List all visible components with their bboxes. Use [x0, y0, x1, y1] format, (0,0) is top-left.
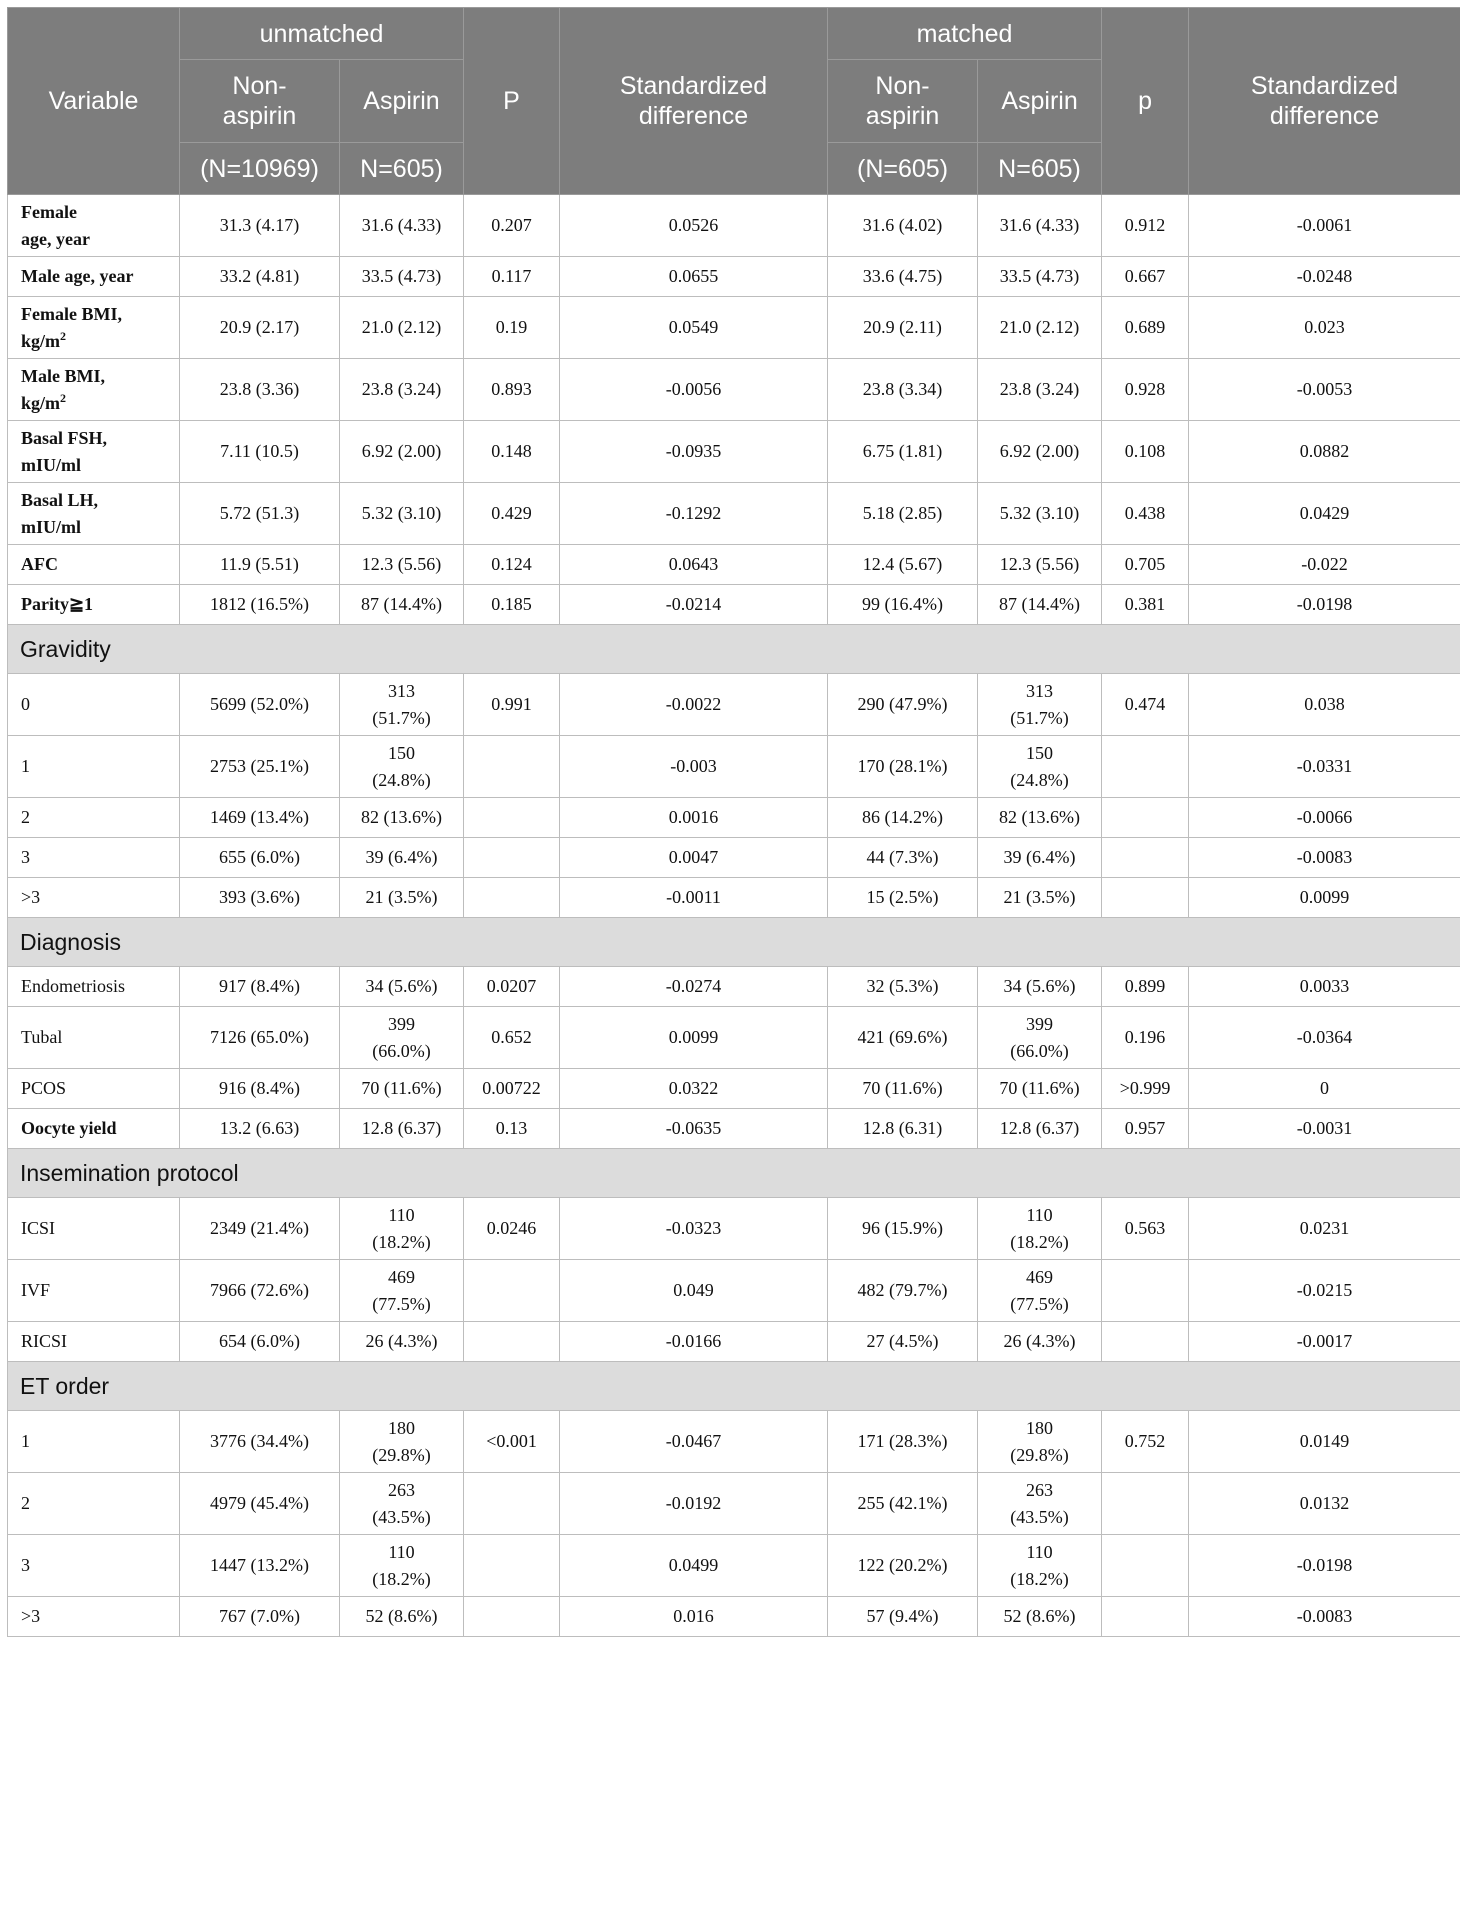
table-cell: 0.0099: [560, 1007, 828, 1069]
table-cell: [464, 736, 560, 798]
table-cell: 469 (77.5%): [978, 1260, 1102, 1322]
row-label: Oocyte yield: [8, 1109, 180, 1149]
table-cell: 0.0047: [560, 838, 828, 878]
table-cell: 0.0016: [560, 798, 828, 838]
row-label: 3: [8, 838, 180, 878]
table-row: [8, 838, 1460, 878]
table-cell: -0.003: [560, 736, 828, 798]
table-row: [8, 545, 1460, 585]
row-label: Basal FSH, mIU/ml: [8, 421, 180, 483]
table-cell: 0.0207: [464, 967, 560, 1007]
table-cell: 180 (29.8%): [340, 1411, 464, 1473]
table-cell: 12.8 (6.31): [828, 1109, 978, 1149]
table-cell: 171 (28.3%): [828, 1411, 978, 1473]
section-header-row: [8, 1149, 1460, 1198]
table-cell: -0.0935: [560, 421, 828, 483]
table-row: [8, 1535, 1460, 1597]
table-cell: 0.563: [1102, 1198, 1189, 1260]
table-cell: 110 (18.2%): [340, 1535, 464, 1597]
table-cell: 0.0882: [1189, 421, 1460, 483]
table-cell: 2753 (25.1%): [180, 736, 340, 798]
table-cell: -0.0031: [1189, 1109, 1460, 1149]
table-cell: 31.6 (4.02): [828, 195, 978, 257]
table-cell: -0.0083: [1189, 1597, 1460, 1637]
table-cell: -0.0017: [1189, 1322, 1460, 1362]
table-row: [8, 297, 1460, 359]
table-cell: -0.0248: [1189, 257, 1460, 297]
table-cell: 26 (4.3%): [340, 1322, 464, 1362]
table-cell: 0.689: [1102, 297, 1189, 359]
table-cell: -0.0364: [1189, 1007, 1460, 1069]
row-label: 1: [8, 1411, 180, 1473]
table-cell: -0.0323: [560, 1198, 828, 1260]
table-cell: 0.124: [464, 545, 560, 585]
table-cell: -0.0066: [1189, 798, 1460, 838]
table-cell: 0.381: [1102, 585, 1189, 625]
table-row: [8, 421, 1460, 483]
table-cell: -0.0192: [560, 1473, 828, 1535]
table-row: [8, 1198, 1460, 1260]
table-header: [8, 8, 1460, 195]
table-cell: 0.0149: [1189, 1411, 1460, 1473]
row-label: 3: [8, 1535, 180, 1597]
table-cell: 0.652: [464, 1007, 560, 1069]
table-cell: 0.667: [1102, 257, 1189, 297]
table-cell: 2349 (21.4%): [180, 1198, 340, 1260]
table-cell: 399 (66.0%): [340, 1007, 464, 1069]
table-cell: 313 (51.7%): [978, 674, 1102, 736]
table-cell: 0.19: [464, 297, 560, 359]
table-cell: -0.0011: [560, 878, 828, 918]
table-cell: 0.023: [1189, 297, 1460, 359]
table-cell: -0.0053: [1189, 359, 1460, 421]
table-cell: 70 (11.6%): [340, 1069, 464, 1109]
table-cell: 0.207: [464, 195, 560, 257]
header-variable: Variable: [8, 8, 180, 195]
table-cell: -0.0198: [1189, 585, 1460, 625]
table-cell: 150 (24.8%): [978, 736, 1102, 798]
table-cell: 654 (6.0%): [180, 1322, 340, 1362]
table-cell: 82 (13.6%): [978, 798, 1102, 838]
table-cell: 263 (43.5%): [340, 1473, 464, 1535]
table-cell: 5.32 (3.10): [340, 483, 464, 545]
table-cell: 5.32 (3.10): [978, 483, 1102, 545]
table-cell: 0.438: [1102, 483, 1189, 545]
table-cell: 0.0429: [1189, 483, 1460, 545]
table-row: [8, 798, 1460, 838]
table-cell: 150 (24.8%): [340, 736, 464, 798]
header-n-unmatched-non-aspirin: (N=10969): [180, 143, 340, 195]
section-header-row: [8, 918, 1460, 967]
table-cell: [464, 1535, 560, 1597]
row-label: 2: [8, 798, 180, 838]
table-cell: 313 (51.7%): [340, 674, 464, 736]
table-cell: 0.0099: [1189, 878, 1460, 918]
row-label: >3: [8, 1597, 180, 1637]
table-cell: 0.0246: [464, 1198, 560, 1260]
row-label: PCOS: [8, 1069, 180, 1109]
table-cell: 12.4 (5.67): [828, 545, 978, 585]
row-label: Male age, year: [8, 257, 180, 297]
header-std-diff-matched: Standardized difference: [1189, 8, 1460, 195]
table-cell: 255 (42.1%): [828, 1473, 978, 1535]
table-cell: 767 (7.0%): [180, 1597, 340, 1637]
table-row: [8, 483, 1460, 545]
table-cell: 7126 (65.0%): [180, 1007, 340, 1069]
table-cell: 31.6 (4.33): [340, 195, 464, 257]
row-label: 0: [8, 674, 180, 736]
table-cell: 87 (14.4%): [978, 585, 1102, 625]
row-label: Parity≧1: [8, 585, 180, 625]
table-cell: <0.001: [464, 1411, 560, 1473]
table-cell: 20.9 (2.17): [180, 297, 340, 359]
table-cell: 482 (79.7%): [828, 1260, 978, 1322]
header-n-unmatched-aspirin: N=605): [340, 143, 464, 195]
table-cell: 12.8 (6.37): [978, 1109, 1102, 1149]
header-n-matched-non-aspirin: (N=605): [828, 143, 978, 195]
table-cell: 52 (8.6%): [978, 1597, 1102, 1637]
table-cell: 6.92 (2.00): [340, 421, 464, 483]
table-cell: 0.196: [1102, 1007, 1189, 1069]
table-row: [8, 1260, 1460, 1322]
table-cell: 15 (2.5%): [828, 878, 978, 918]
table-cell: 86 (14.2%): [828, 798, 978, 838]
table-row: [8, 1069, 1460, 1109]
table-cell: 87 (14.4%): [340, 585, 464, 625]
table-row: [8, 359, 1460, 421]
table-cell: 5.18 (2.85): [828, 483, 978, 545]
table-cell: 0.0322: [560, 1069, 828, 1109]
table-cell: 82 (13.6%): [340, 798, 464, 838]
table-row: [8, 585, 1460, 625]
table-cell: -0.0061: [1189, 195, 1460, 257]
row-label: 2: [8, 1473, 180, 1535]
table-cell: [464, 838, 560, 878]
table-cell: 31.6 (4.33): [978, 195, 1102, 257]
table-cell: 290 (47.9%): [828, 674, 978, 736]
table-cell: 39 (6.4%): [340, 838, 464, 878]
row-label: >3: [8, 878, 180, 918]
table-cell: 7.11 (10.5): [180, 421, 340, 483]
table-cell: 110 (18.2%): [340, 1198, 464, 1260]
table-cell: 0.752: [1102, 1411, 1189, 1473]
table-cell: 34 (5.6%): [340, 967, 464, 1007]
table-cell: 0.13: [464, 1109, 560, 1149]
row-label: Male BMI, $kg/m^2$: [8, 359, 180, 421]
table-cell: 0.0231: [1189, 1198, 1460, 1260]
header-std-diff-unmatched: Standardized difference: [560, 8, 828, 195]
table-body: [8, 195, 1460, 1637]
table-cell: [464, 1260, 560, 1322]
section-title: ET order: [8, 1362, 1460, 1411]
table-cell: 0.038: [1189, 674, 1460, 736]
table-cell: 23.8 (3.36): [180, 359, 340, 421]
table-cell: [1102, 798, 1189, 838]
table-cell: [1102, 736, 1189, 798]
table-cell: -0.0166: [560, 1322, 828, 1362]
table-cell: 122 (20.2%): [828, 1535, 978, 1597]
table-cell: >0.999: [1102, 1069, 1189, 1109]
table-cell: 33.2 (4.81): [180, 257, 340, 297]
table-cell: 0.0526: [560, 195, 828, 257]
table-cell: 917 (8.4%): [180, 967, 340, 1007]
table-cell: [1102, 1597, 1189, 1637]
table-cell: 70 (11.6%): [978, 1069, 1102, 1109]
table-cell: -0.0467: [560, 1411, 828, 1473]
table-cell: 0.705: [1102, 545, 1189, 585]
table-cell: 6.75 (1.81): [828, 421, 978, 483]
table-cell: 3776 (34.4%): [180, 1411, 340, 1473]
table-row: [8, 1597, 1460, 1637]
table-cell: -0.0214: [560, 585, 828, 625]
table-cell: 33.5 (4.73): [340, 257, 464, 297]
table-cell: [1102, 878, 1189, 918]
row-label: AFC: [8, 545, 180, 585]
table-cell: 0.0655: [560, 257, 828, 297]
table-cell: 23.8 (3.34): [828, 359, 978, 421]
table-cell: 393 (3.6%): [180, 878, 340, 918]
table-cell: 7966 (72.6%): [180, 1260, 340, 1322]
section-title: Gravidity: [8, 625, 1460, 674]
table-cell: [1102, 1473, 1189, 1535]
header-p-matched: p: [1102, 8, 1189, 195]
table-cell: 13.2 (6.63): [180, 1109, 340, 1149]
table-cell: 27 (4.5%): [828, 1322, 978, 1362]
table-cell: 44 (7.3%): [828, 838, 978, 878]
table-cell: 52 (8.6%): [340, 1597, 464, 1637]
table-cell: 263 (43.5%): [978, 1473, 1102, 1535]
table-cell: 0.0549: [560, 297, 828, 359]
table-cell: -0.0198: [1189, 1535, 1460, 1597]
table-cell: 1812 (16.5%): [180, 585, 340, 625]
table-cell: 96 (15.9%): [828, 1198, 978, 1260]
row-label: IVF: [8, 1260, 180, 1322]
table-row: [8, 195, 1460, 257]
table-cell: -0.0215: [1189, 1260, 1460, 1322]
row-label: Basal LH, mIU/ml: [8, 483, 180, 545]
header-p-unmatched: P: [464, 8, 560, 195]
row-label: Endometriosis: [8, 967, 180, 1007]
table-cell: 12.8 (6.37): [340, 1109, 464, 1149]
table-cell: 0.117: [464, 257, 560, 297]
header-non-aspirin-unmatched: Non- aspirin: [180, 60, 340, 143]
table-row: [8, 674, 1460, 736]
row-label: RICSI: [8, 1322, 180, 1362]
table-cell: 469 (77.5%): [340, 1260, 464, 1322]
table-cell: 21 (3.5%): [340, 878, 464, 918]
table-cell: 0.016: [560, 1597, 828, 1637]
table-cell: -0.0083: [1189, 838, 1460, 878]
table-cell: 1447 (13.2%): [180, 1535, 340, 1597]
table-cell: 11.9 (5.51): [180, 545, 340, 585]
table-cell: [1102, 838, 1189, 878]
table-cell: 0.0033: [1189, 967, 1460, 1007]
table-cell: [1102, 1535, 1189, 1597]
section-header-row: [8, 625, 1460, 674]
header-unmatched: unmatched: [180, 8, 464, 60]
header-n-matched-aspirin: N=605): [978, 143, 1102, 195]
row-label: Tubal: [8, 1007, 180, 1069]
table-cell: 99 (16.4%): [828, 585, 978, 625]
table-cell: 33.6 (4.75): [828, 257, 978, 297]
table-cell: 4979 (45.4%): [180, 1473, 340, 1535]
table-cell: 0.108: [1102, 421, 1189, 483]
table-cell: -0.0274: [560, 967, 828, 1007]
table-cell: 180 (29.8%): [978, 1411, 1102, 1473]
row-label: Female age, year: [8, 195, 180, 257]
row-label: Female BMI, $kg/m^2$: [8, 297, 180, 359]
table-row: [8, 1322, 1460, 1362]
table-cell: [464, 878, 560, 918]
table-cell: 0.474: [1102, 674, 1189, 736]
table-cell: 12.3 (5.56): [978, 545, 1102, 585]
table-cell: 39 (6.4%): [978, 838, 1102, 878]
table-cell: 20.9 (2.11): [828, 297, 978, 359]
table-cell: 34 (5.6%): [978, 967, 1102, 1007]
section-title: Insemination protocol: [8, 1149, 1460, 1198]
table-cell: 655 (6.0%): [180, 838, 340, 878]
table-cell: 5.72 (51.3): [180, 483, 340, 545]
table-cell: 57 (9.4%): [828, 1597, 978, 1637]
table-row: [8, 967, 1460, 1007]
table-cell: 5699 (52.0%): [180, 674, 340, 736]
table-cell: -0.0056: [560, 359, 828, 421]
table-cell: 32 (5.3%): [828, 967, 978, 1007]
table-cell: 0.148: [464, 421, 560, 483]
table-cell: -0.022: [1189, 545, 1460, 585]
table-cell: 421 (69.6%): [828, 1007, 978, 1069]
table-cell: [464, 798, 560, 838]
table-row: [8, 1411, 1460, 1473]
table-cell: [464, 1597, 560, 1637]
table-cell: 6.92 (2.00): [978, 421, 1102, 483]
table-cell: 21.0 (2.12): [340, 297, 464, 359]
table-cell: 21 (3.5%): [978, 878, 1102, 918]
table-cell: [464, 1473, 560, 1535]
table-cell: 0.00722: [464, 1069, 560, 1109]
table-row: [8, 1109, 1460, 1149]
table-cell: 70 (11.6%): [828, 1069, 978, 1109]
table-row: [8, 1473, 1460, 1535]
table-row: [8, 736, 1460, 798]
table-cell: [1102, 1260, 1189, 1322]
header-non-aspirin-matched: Non- aspirin: [828, 60, 978, 143]
table-cell: 0.185: [464, 585, 560, 625]
table-cell: 0.991: [464, 674, 560, 736]
row-label: ICSI: [8, 1198, 180, 1260]
table-row: [8, 257, 1460, 297]
table-cell: 0: [1189, 1069, 1460, 1109]
table-cell: 31.3 (4.17): [180, 195, 340, 257]
table-cell: 23.8 (3.24): [978, 359, 1102, 421]
table-cell: 33.5 (4.73): [978, 257, 1102, 297]
table-cell: 110 (18.2%): [978, 1198, 1102, 1260]
table-cell: 0.429: [464, 483, 560, 545]
table-cell: 170 (28.1%): [828, 736, 978, 798]
table-cell: 0.928: [1102, 359, 1189, 421]
table-cell: 0.049: [560, 1260, 828, 1322]
table-cell: [1102, 1322, 1189, 1362]
table-row: [8, 878, 1460, 918]
header-matched: matched: [828, 8, 1102, 60]
table-cell: 916 (8.4%): [180, 1069, 340, 1109]
section-header-row: [8, 1362, 1460, 1411]
table-cell: 0.0132: [1189, 1473, 1460, 1535]
table-cell: -0.0022: [560, 674, 828, 736]
table-cell: 0.0643: [560, 545, 828, 585]
table-cell: 26 (4.3%): [978, 1322, 1102, 1362]
table-cell: 0.957: [1102, 1109, 1189, 1149]
table-row: [8, 1007, 1460, 1069]
table-cell: 0.893: [464, 359, 560, 421]
table-cell: -0.0635: [560, 1109, 828, 1149]
comparison-table: [7, 7, 1460, 1637]
row-label: 1: [8, 736, 180, 798]
table-cell: -0.0331: [1189, 736, 1460, 798]
table-cell: [464, 1322, 560, 1362]
table-cell: 0.912: [1102, 195, 1189, 257]
table-cell: -0.1292: [560, 483, 828, 545]
header-aspirin-unmatched: Aspirin: [340, 60, 464, 143]
table-cell: 12.3 (5.56): [340, 545, 464, 585]
section-title: Diagnosis: [8, 918, 1460, 967]
header-aspirin-matched: Aspirin: [978, 60, 1102, 143]
table-cell: 110 (18.2%): [978, 1535, 1102, 1597]
table-cell: 0.899: [1102, 967, 1189, 1007]
table-cell: 399 (66.0%): [978, 1007, 1102, 1069]
table-cell: 1469 (13.4%): [180, 798, 340, 838]
table-cell: 0.0499: [560, 1535, 828, 1597]
table-cell: 23.8 (3.24): [340, 359, 464, 421]
table-cell: 21.0 (2.12): [978, 297, 1102, 359]
